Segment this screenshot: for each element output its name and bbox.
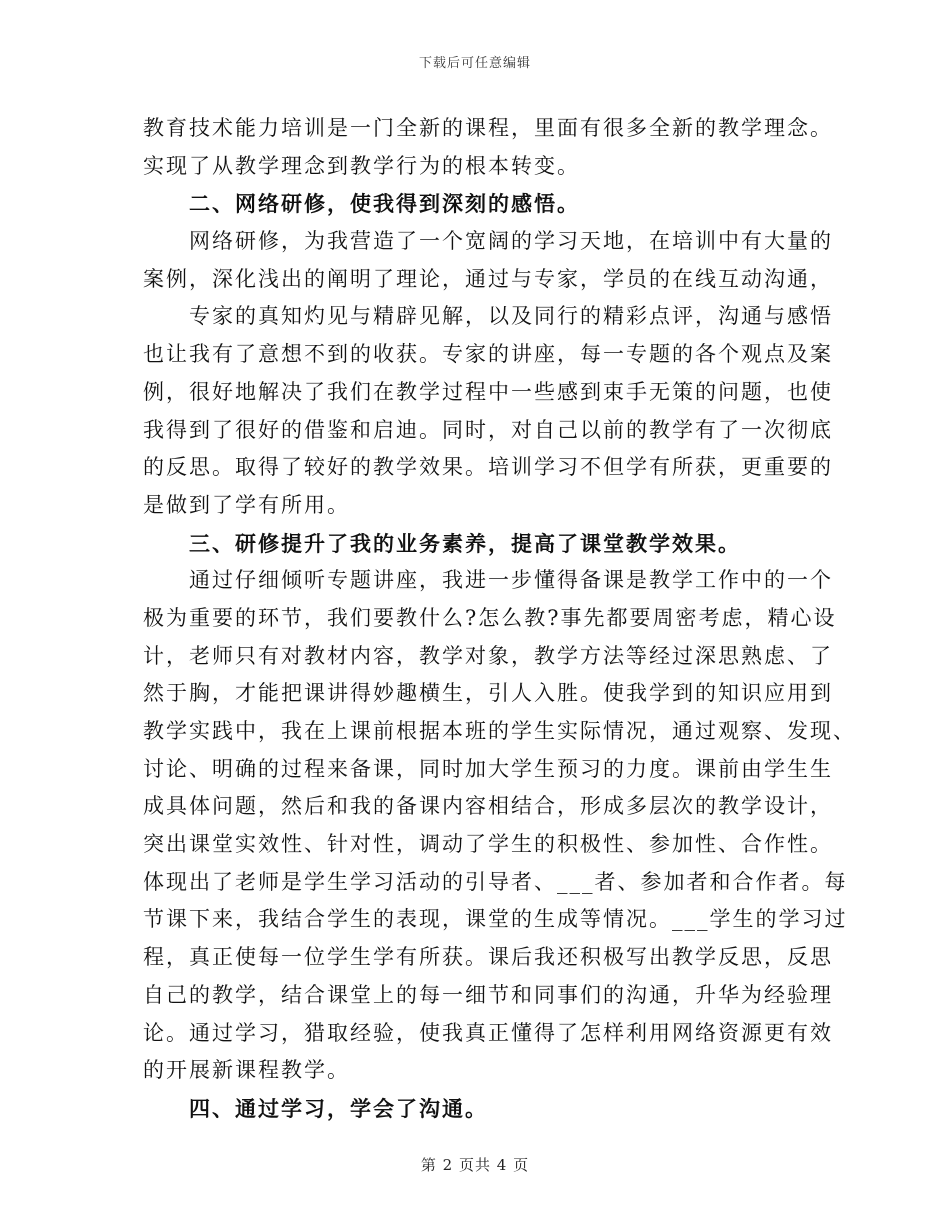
body-line: 实现了从教学理念到教学行为的根本转变。 (143, 153, 580, 178)
body-line: 节课下来，我结合学生的表现，课堂的生成等情况。___学生的学习过 (143, 907, 848, 932)
section-heading: 二、网络研修，使我得到深刻的感悟。 (189, 191, 580, 217)
body-line: 是做到了学有所用。 (143, 492, 350, 517)
body-line: 极为重要的环节，我们要教什么?怎么教?事先都要周密考虑，精心设 (143, 605, 837, 630)
page-footer: 第 2 页共 4 页 (420, 1156, 530, 1174)
body-line: 讨论、明确的过程来备课，同时加大学生预习的力度。课前由学生生 (143, 756, 833, 781)
document-body (143, 110, 856, 1128)
body-line: 网络研修，为我营造了一个宽阔的学习天地，在培训中有大量的 (189, 229, 833, 254)
section-heading: 三、研修提升了我的业务素养，提高了课堂教学效果。 (189, 530, 741, 556)
body-line: 计，老师只有对教材内容，教学对象，教学方法等经过深思熟虑、了 (143, 643, 833, 668)
body-line: 教育技术能力培训是一门全新的课程，里面有很多全新的教学理念。 (143, 116, 833, 140)
page-header: 下载后可任意编辑 (418, 56, 531, 71)
body-line: 然于胸，才能把课讲得妙趣横生，引人入胜。使我学到的知识应用到 (143, 681, 833, 706)
body-line: 体现出了老师是学生学习活动的引导者、___者、参加者和合作者。每 (143, 869, 848, 894)
body-line: 的开展新课程教学。 (143, 1058, 350, 1083)
body-line: 专家的真知灼见与精辟见解，以及同行的精彩点评，沟通与感悟 (189, 304, 833, 329)
body-line: 成具体问题，然后和我的备课内容相结合，形成多层次的教学设计， (143, 794, 833, 819)
body-line: 例，很好地解决了我们在教学过程中一些感到束手无策的问题，也使 (143, 379, 833, 404)
body-line: 也让我有了意想不到的收获。专家的讲座，每一专题的各个观点及案 (143, 342, 833, 367)
body-line: 通过仔细倾听专题讲座，我进一步懂得备课是教学工作中的一个 (189, 568, 833, 593)
body-line: 案例，深化浅出的阐明了理论，通过与专家，学员的在线互动沟通， (143, 266, 833, 291)
body-line: 自己的教学，结合课堂上的每一细节和同事们的沟通，升华为经验理 (143, 982, 833, 1007)
body-line: 程，真正使每一位学生学有所获。课后我还积极写出教学反思，反思 (143, 945, 833, 970)
body-line: 论。通过学习，猎取经验，使我真正懂得了怎样利用网络资源更有效 (143, 1020, 833, 1045)
body-line: 的反思。取得了较好的教学效果。培训学习不但学有所获，更重要的 (143, 455, 833, 480)
body-line: 我得到了很好的借鉴和启迪。同时，对自己以前的教学有了一次彻底 (143, 417, 833, 442)
body-line: 突出课堂实效性、针对性，调动了学生的积极性、参加性、合作性。 (143, 832, 833, 857)
body-line: 教学实践中，我在上课前根据本班的学生实际情况，通过观察、发现、 (143, 719, 856, 743)
section-heading: 四、通过学习，学会了沟通。 (189, 1095, 488, 1121)
